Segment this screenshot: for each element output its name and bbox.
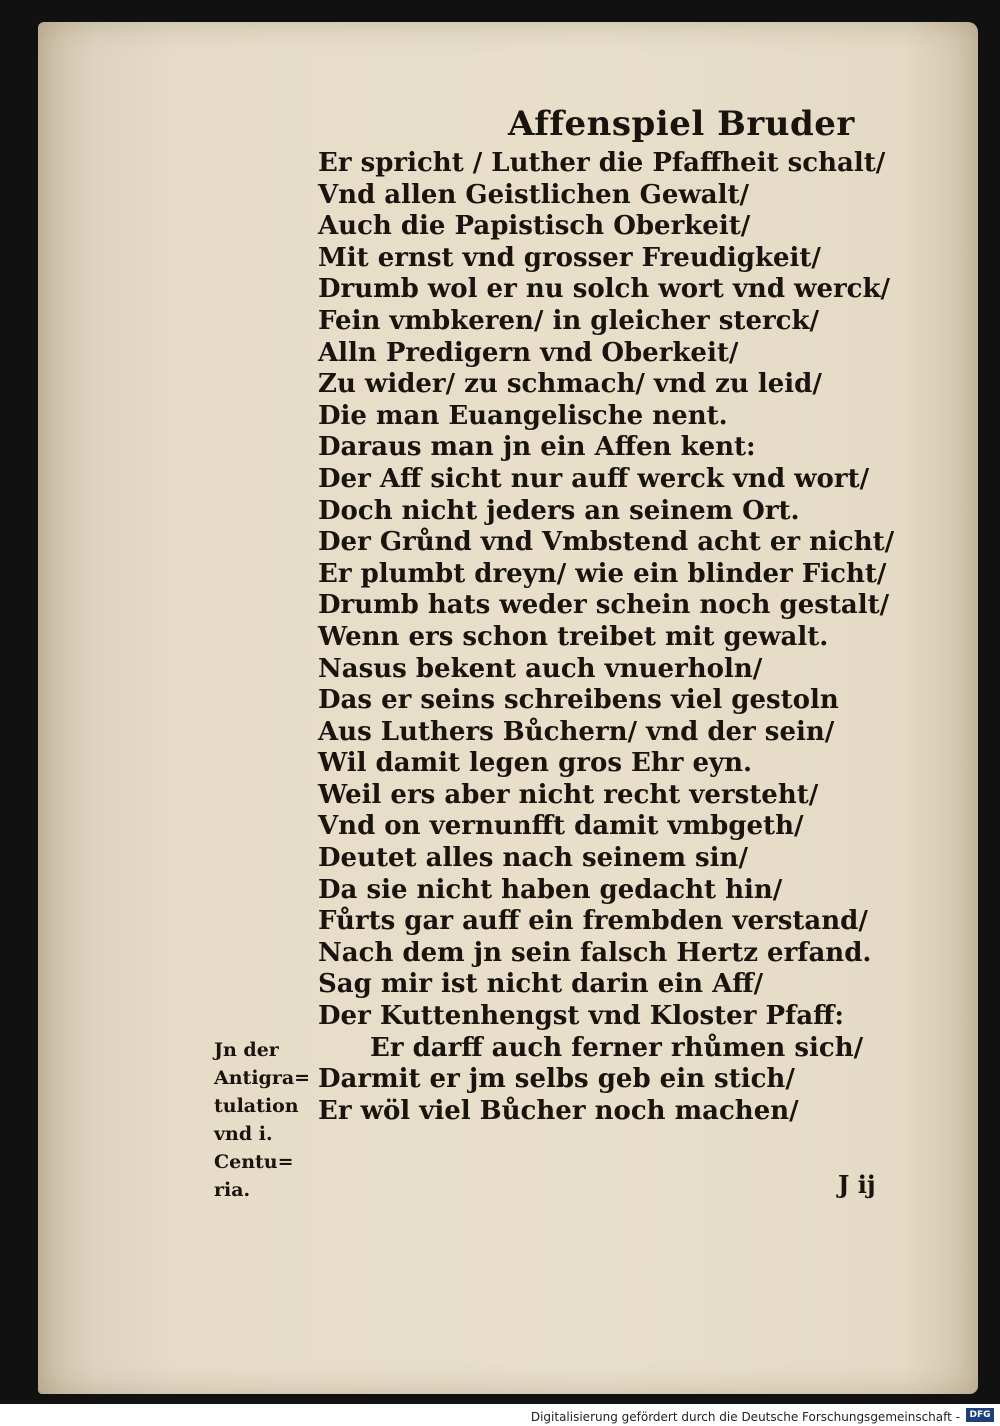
verse-line: Er darff auch ferner rhůmen sich/ xyxy=(370,1032,864,1063)
verse-line: Doch nicht jeders an seinem Ort. xyxy=(318,495,800,526)
verse-line: Der Kuttenhengst vnd Kloster Pfaff: xyxy=(318,1001,844,1032)
verse-line: Daraus man jn ein Affen kent: xyxy=(318,432,756,463)
marginal-note-line: Centu= xyxy=(214,1151,294,1173)
page-signature: J ij xyxy=(838,1170,876,1199)
verse-line: Der Grůnd vnd Vmbstend acht er nicht/ xyxy=(318,527,895,558)
verse-line: Vnd on vernunfft damit vmbgeth/ xyxy=(318,811,804,842)
verse-line: Deutet alles nach seinem sin/ xyxy=(318,843,748,874)
verse-line: Darmit er jm selbs geb ein stich/ xyxy=(318,1064,795,1095)
verse-line: Weil ers aber nicht recht versteht/ xyxy=(318,779,819,810)
running-title: Affenspiel Bruder xyxy=(508,104,855,144)
dfg-logo: DFG xyxy=(966,1408,994,1422)
verse-line: Fein vmbkeren/ in gleicher sterck/ xyxy=(318,305,820,336)
verse-line: Er spricht / Luther die Pfaffheit schalt/ xyxy=(318,148,886,178)
marginal-note-line: vnd i. xyxy=(214,1123,273,1145)
verse-line: Alln Predigern vnd Oberkeit/ xyxy=(318,337,739,368)
verse-block xyxy=(318,148,938,1127)
funding-credit: Digitalisierung gefördert durch die Deutsche Forschungsgemeinschaft - xyxy=(530,1410,960,1424)
verse-line: Da sie nicht haben gedacht hin/ xyxy=(318,874,783,905)
verse-line: Fůrts gar auff ein frembden verstand/ xyxy=(318,906,868,937)
verse-line: Wil damit legen gros Ehr eyn. xyxy=(318,748,753,779)
verse-line: Sag mir ist nicht darin ein Aff/ xyxy=(318,969,764,1000)
verse-line: Zu wider/ zu schmach/ vnd zu leid/ xyxy=(318,369,822,400)
marginal-note-line: tulation xyxy=(214,1095,299,1117)
marginal-note-line: Antigra= xyxy=(214,1067,311,1089)
verse-line: Drumb hats weder schein noch gestalt/ xyxy=(318,590,890,621)
verse-line: Wenn ers schon treibet mit gewalt. xyxy=(318,621,829,652)
verse-line: Drumb wol er nu solch wort vnd werck/ xyxy=(318,274,891,305)
verse-line: Nasus bekent auch vnuerholn/ xyxy=(318,653,763,684)
verse-line: Aus Luthers Bůchern/ vnd der sein/ xyxy=(318,716,835,747)
verse-line: Er wöl viel Bůcher noch machen/ xyxy=(318,1095,799,1126)
verse-line: Mit ernst vnd grosser Freudigkeit/ xyxy=(318,242,821,273)
marginal-note-line: ria. xyxy=(214,1179,251,1201)
verse-line: Der Aff sicht nur auff werck vnd wort/ xyxy=(318,463,870,494)
marginal-note xyxy=(214,1036,314,1204)
verse-line: Er plumbt dreyn/ wie ein blinder Ficht/ xyxy=(318,558,887,589)
marginal-note-line: Jn der xyxy=(214,1039,279,1061)
verse-line: Das er seins schreibens viel gestoln xyxy=(318,685,839,716)
verse-line: Vnd allen Geistlichen Gewalt/ xyxy=(318,179,750,210)
verse-line: Die man Euangelische nent. xyxy=(318,400,728,431)
verse-line: Nach dem jn sein falsch Hertz erfand. xyxy=(318,937,872,968)
verse-line: Auch die Papistisch Oberkeit/ xyxy=(318,211,751,242)
